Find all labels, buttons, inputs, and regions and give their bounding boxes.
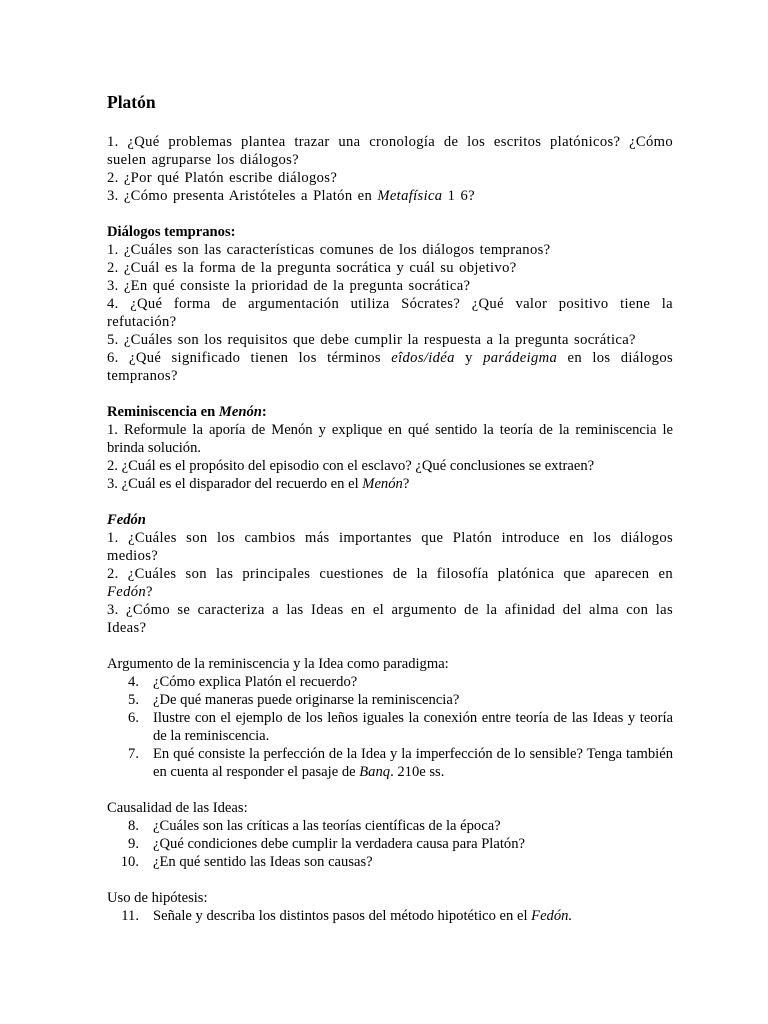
tempranos-question-6 bbox=[107, 349, 673, 385]
menon-title-ref: Menón bbox=[362, 476, 403, 492]
item-text: Señale y describa los distintos pasos del método hipotético en el bbox=[153, 908, 532, 924]
intro-question-2: 2. ¿Por qué Platón escribe diálogos? bbox=[107, 170, 338, 186]
list-item bbox=[107, 853, 673, 871]
fedon-title-ref: Fedón. bbox=[531, 908, 573, 924]
banquete-ref: Banq bbox=[359, 764, 391, 780]
menon-question-3-text: 3. ¿Cuál es el disparador del recuerdo en el bbox=[107, 476, 363, 492]
fedon-title-ref: Fedón bbox=[107, 584, 147, 600]
item-text: ¿Qué condiciones debe cumplir la verdadera causa para Platón? bbox=[153, 836, 525, 852]
fedon-question-3: 3. ¿Cómo se caracteriza a las Ideas en el argumento de la afinidad del alma con las Ideas? bbox=[107, 602, 673, 636]
item-number: 9. bbox=[128, 836, 139, 852]
menon-section bbox=[107, 403, 673, 493]
menon-question-1: 1. Reformule la aporía de Menón y explique en qué sentido la teoría de la reminiscencia le brinda solución. bbox=[107, 422, 673, 456]
item-text: ¿Cómo explica Platón el recuerdo? bbox=[153, 674, 358, 690]
item-number: 5. bbox=[128, 692, 139, 708]
list-item bbox=[107, 817, 673, 835]
fedon-question-2-end: ? bbox=[146, 584, 153, 600]
item-text-end: . 210e ss. bbox=[390, 764, 445, 780]
term-paradeigma: parádeigma bbox=[483, 350, 558, 366]
menon-question-3 bbox=[107, 475, 673, 493]
intro-question-1: 1. ¿Qué problemas plantea trazar una cronología de los escritos platónicos? ¿Cómo suelen agruparse los diálogos? bbox=[107, 134, 673, 168]
metafisica-title: Metafísica bbox=[377, 188, 443, 204]
item-number: 4. bbox=[128, 674, 139, 690]
fedon-question-2-text: 2. ¿Cuáles son las principales cuestiones de la filosofía platónica que aparecen en bbox=[107, 566, 673, 582]
causalidad-list bbox=[107, 817, 673, 871]
list-item bbox=[107, 709, 673, 745]
hipotesis-section bbox=[107, 889, 673, 925]
item-number: 11. bbox=[121, 908, 139, 924]
list-item bbox=[107, 835, 673, 853]
fedon-question-2 bbox=[107, 565, 673, 601]
intro-section bbox=[107, 133, 673, 205]
tempranos-question-1: 1. ¿Cuáles son las características comunes de los diálogos tempranos? bbox=[107, 242, 551, 258]
dialogos-tempranos-section bbox=[107, 223, 673, 385]
intro-question-3 bbox=[107, 187, 673, 205]
tempranos-heading: Diálogos tempranos: bbox=[107, 224, 236, 240]
item-number: 10. bbox=[120, 854, 139, 870]
argumento-section bbox=[107, 655, 673, 781]
menon-title: Menón bbox=[218, 404, 262, 420]
causalidad-heading: Causalidad de las Ideas: bbox=[107, 800, 248, 816]
item-text: ¿Cuáles son las críticas a las teorías científicas de la época? bbox=[153, 818, 501, 834]
conjunction: y bbox=[454, 350, 484, 366]
menon-heading-text: Reminiscencia en bbox=[107, 404, 219, 420]
argumento-heading: Argumento de la reminiscencia y la Idea como paradigma: bbox=[107, 656, 449, 672]
term-eidos: eîdos/idéa bbox=[391, 350, 455, 366]
tempranos-question-5: 5. ¿Cuáles son los requisitos que debe cumplir la respuesta a la pregunta socrática? bbox=[107, 332, 636, 348]
tempranos-question-4: 4. ¿Qué forma de argumentación utiliza Sócrates? ¿Qué valor positivo tiene la refutación? bbox=[107, 296, 673, 330]
item-text: ¿En qué sentido las Ideas son causas? bbox=[153, 854, 373, 870]
fedon-section bbox=[107, 511, 673, 637]
item-text: ¿De qué maneras puede originarse la reminiscencia? bbox=[153, 692, 460, 708]
causalidad-section bbox=[107, 799, 673, 871]
intro-question-3-text: 3. ¿Cómo presenta Aristóteles a Platón en bbox=[107, 188, 378, 204]
list-item bbox=[107, 745, 673, 781]
intro-question-3-end: 1 6? bbox=[442, 188, 475, 204]
item-text: Ilustre con el ejemplo de los leños iguales la conexión entre teoría de las Ideas y teoría de la reminiscencia. bbox=[153, 710, 673, 744]
hipotesis-heading: Uso de hipótesis: bbox=[107, 890, 208, 906]
item-text: En qué consiste la perfección de la Idea y la imperfección de lo sensible? Tenga también en cuenta al responder el pasaje de bbox=[153, 746, 673, 780]
list-item bbox=[107, 691, 673, 709]
page-title: Platón bbox=[107, 92, 156, 112]
list-item bbox=[107, 673, 673, 691]
menon-question-3-end: ? bbox=[402, 476, 410, 492]
fedon-question-1: 1. ¿Cuáles son los cambios más importantes que Platón introduce en los diálogos medios? bbox=[107, 530, 673, 564]
item-number: 6. bbox=[128, 710, 139, 726]
tempranos-question-3: 3. ¿En qué consiste la prioridad de la pregunta socrática? bbox=[107, 278, 471, 294]
menon-heading-colon: : bbox=[261, 404, 267, 420]
tempranos-question-2: 2. ¿Cuál es la forma de la pregunta socrática y cuál su objetivo? bbox=[107, 260, 517, 276]
hipotesis-list bbox=[107, 907, 673, 925]
menon-heading bbox=[107, 403, 673, 421]
fedon-heading: Fedón bbox=[107, 512, 146, 528]
tempranos-question-6-text: 6. ¿Qué significado tienen los términos bbox=[107, 350, 392, 366]
item-number: 8. bbox=[128, 818, 139, 834]
menon-question-2: 2. ¿Cuál es el propósito del episodio con el esclavo? ¿Qué conclusiones se extraen? bbox=[107, 458, 595, 474]
tempranos-question-6-end: en los diálogos tempranos? bbox=[107, 350, 674, 384]
argumento-list bbox=[107, 673, 673, 781]
list-item bbox=[107, 907, 673, 925]
item-number: 7. bbox=[128, 746, 139, 762]
